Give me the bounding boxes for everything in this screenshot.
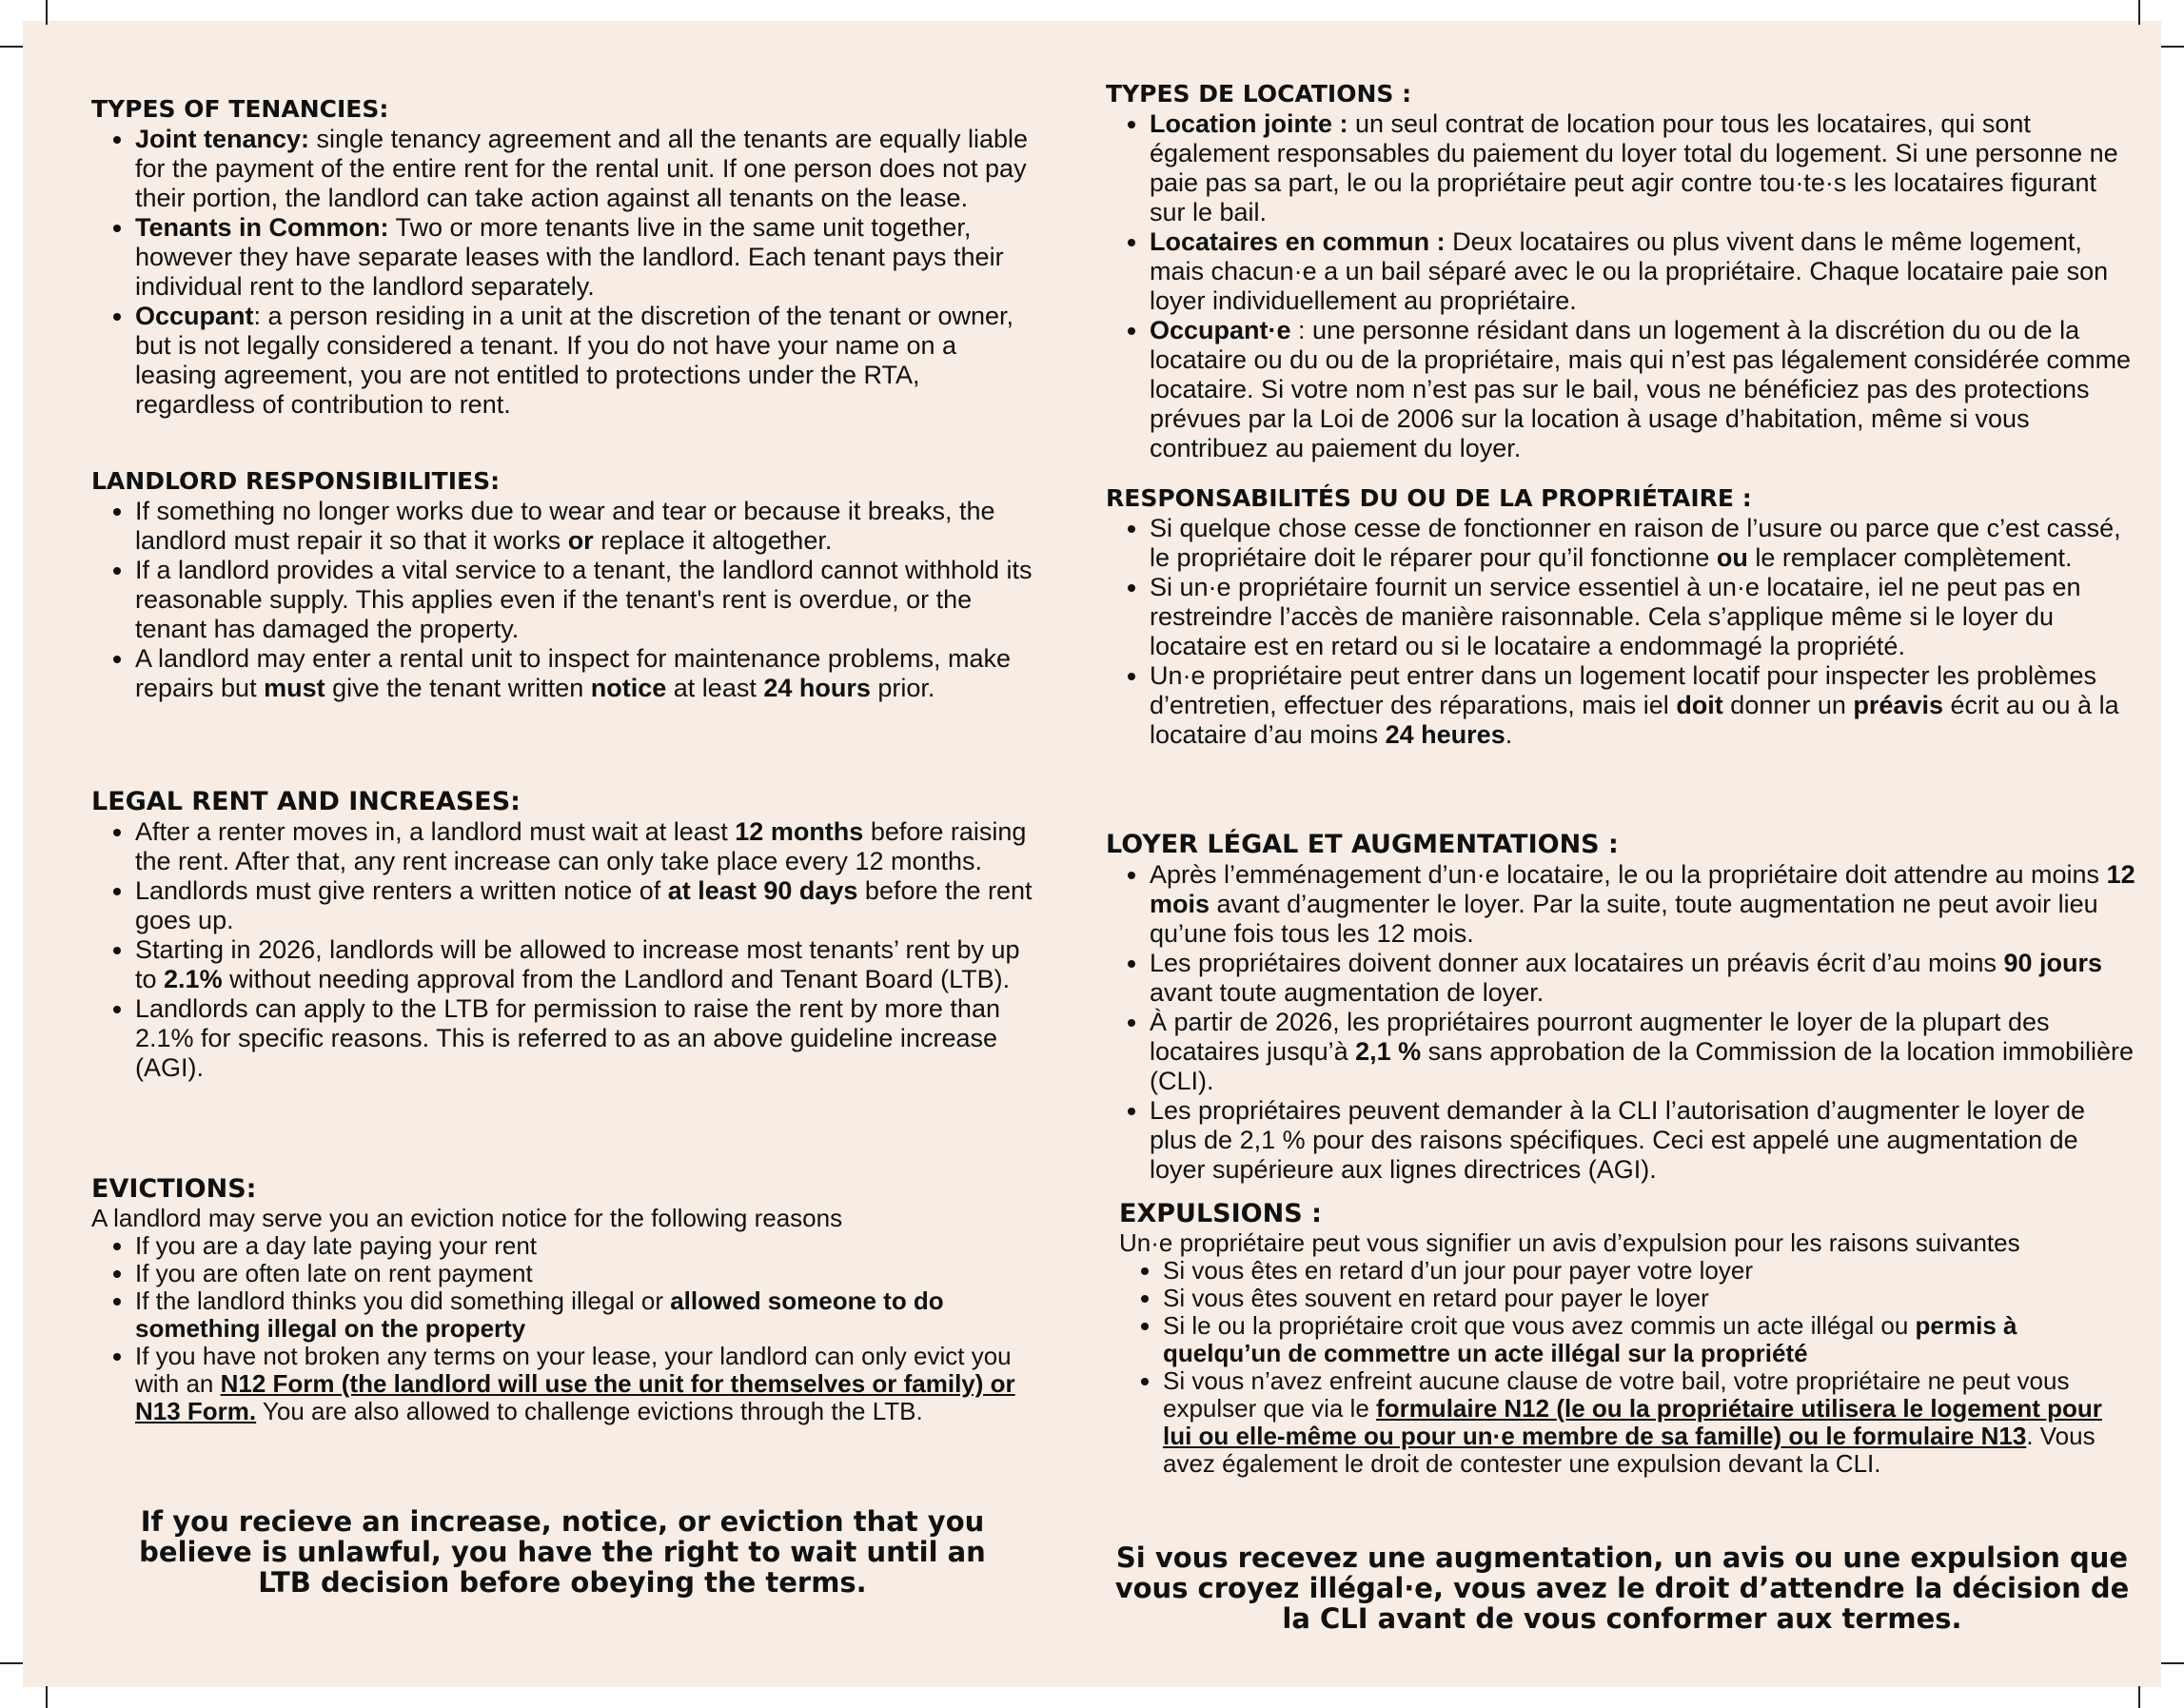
responsabilites-section bbox=[1106, 483, 2138, 750]
eviction-reasons-list bbox=[1119, 1257, 2128, 1478]
evictions-intro: A landlord may serve you an eviction notice for the following reasons bbox=[91, 1204, 843, 1232]
list-item: • Occupant: a person residing in a unit at the discretion of the tenant or owner, but is not legally considered a tenant. If you do not have your name on a leasing agreement, you are not entitled to protections under the RTA, regardless of contribution to rent. bbox=[135, 302, 1033, 420]
section-heading: TYPES OF TENANCIES: bbox=[91, 95, 389, 123]
list-item: • After a renter moves in, a landlord must wait at least 12 months before raising the rent. After that, any rent increase can only take place every 12 months. bbox=[135, 817, 1033, 876]
legal-rent-list bbox=[91, 817, 1033, 1083]
crop-mark bbox=[2138, 0, 2140, 25]
n12-n13-form-reference: N12 Form (the landlord will use the unit for themselves or family) or N13 Form. bbox=[135, 1369, 1015, 1425]
list-item: • Si quelque chose cesse de fonctionner en raison de l’usure ou parce que c’est cassé, le propriétaire doit le réparer pour qu’il fonctionne ou le remplacer complètement. bbox=[1150, 514, 2138, 573]
list-item: • If a landlord provides a vital service to a tenant, the landlord cannot withhold its reasonable supply. This applies even if the tenant's rent is overdue, or the tenant has damaged the property. bbox=[135, 556, 1033, 644]
landlord-responsibilities-list bbox=[1106, 514, 2138, 750]
types-of-tenancies-section bbox=[91, 94, 1033, 420]
tenancy-types-list bbox=[91, 125, 1033, 420]
list-item: • If you are often late on rent payment bbox=[135, 1260, 1033, 1287]
n12-n13-form-reference: formulaire N12 (le ou la propriétaire utilisera le logement pour lui ou elle-même ou pour un·e membre de sa famille) ou le formulaire N13 bbox=[1163, 1394, 2102, 1450]
rights-callout: Si vous recevez une augmentation, un avis ou une expulsion que vous croyez illégal·e, vous avez le droit d’attendre la décision de la CLI avant de vous conformer aux termes. bbox=[1114, 1541, 2130, 1635]
rights-callout: If you recieve an increase, notice, or eviction that you believe is unlawful, you have the right to wait until an LTB decision before obeying the terms. bbox=[139, 1505, 986, 1599]
eviction-reasons-list bbox=[91, 1232, 1033, 1425]
list-item: • À partir de 2026, les propriétaires pourront augmenter le loyer de la plupart des locataires jusqu’à 2,1 % sans approbation de la Commission de la location immobilière (CLI). bbox=[1150, 1008, 2138, 1096]
list-item: • If something no longer works due to wear and tear or because it breaks, the landlord must repair it so that it works or replace it altogether. bbox=[135, 497, 1033, 556]
landlord-responsibilities-list bbox=[91, 497, 1033, 703]
list-item: • Si vous êtes souvent en retard pour payer le loyer bbox=[1163, 1285, 2128, 1312]
list-item: • Si le ou la propriétaire croit que vous avez commis un acte illégal ou permis à quelqu’un de commettre un acte illégal sur la propriété bbox=[1163, 1312, 2128, 1367]
list-item: • If you are a day late paying your rent bbox=[135, 1232, 1033, 1260]
list-item: • Locataires en commun : Deux locataires ou plus vivent dans le même logement, mais chacun·e a un bail séparé avec le ou la propriétaire. Chaque locataire paie son loyer individuellement au propriétaire. bbox=[1150, 227, 2138, 316]
evictions-intro: Un·e propriétaire peut vous signifier un avis d’expulsion pour les raisons suivantes bbox=[1119, 1228, 2020, 1257]
list-item: • Les propriétaires peuvent demander à la CLI l’autorisation d’augmenter le loyer de plus de 2,1 % pour des raisons spécifiques. Ceci est appelé une augmentation de loyer supérieure aux lignes directrices (AGI). bbox=[1150, 1096, 2138, 1185]
crop-mark bbox=[0, 46, 23, 48]
section-heading: EVICTIONS: bbox=[91, 1174, 257, 1204]
loyer-legal-section bbox=[1106, 830, 2138, 1185]
list-item: • Starting in 2026, landlords will be allowed to increase most tenants’ rent by up to 2.1% without needing approval from the Landlord and Tenant Board (LTB). bbox=[135, 935, 1033, 994]
section-heading: RESPONSABILITÉS DU OU DE LA PROPRIÉTAIRE : bbox=[1106, 484, 1752, 512]
list-item: • Landlords must give renters a written notice of at least 90 days before the rent goes up. bbox=[135, 876, 1033, 935]
list-item: • If you have not broken any terms on your lease, your landlord can only evict you with an N12 Form (the landlord will use the unit for themselves or family) or N13 Form. You are also allowed to challenge evictions through the LTB. bbox=[135, 1343, 1033, 1425]
tenancy-types-list bbox=[1106, 109, 2138, 463]
crop-mark bbox=[2161, 1662, 2184, 1664]
list-item: • Si vous n’avez enfreint aucune clause de votre bail, votre propriétaire ne peut vous expulser que via le formulaire N12 (le ou la propriétaire utilisera le logement pour lui ou elle-même ou pour un·e membre de sa famille) ou le formulaire N13. Vous avez également le droit de contester une expulsion devant la CLI. bbox=[1163, 1367, 2128, 1478]
section-heading: LOYER LÉGAL ET AUGMENTATIONS : bbox=[1106, 830, 1619, 859]
section-heading: TYPES DE LOCATIONS : bbox=[1106, 80, 1412, 108]
legal-rent-list bbox=[1106, 860, 2138, 1185]
section-heading: LEGAL RENT AND INCREASES: bbox=[91, 787, 521, 816]
list-item: • Joint tenancy: single tenancy agreement and all the tenants are equally liable for the payment of the entire rent for the rental unit. If one person does not pay their portion, the landlord can take action against all tenants on the lease. bbox=[135, 125, 1033, 213]
evictions-section bbox=[91, 1174, 1033, 1425]
list-item: • Si un·e propriétaire fournit un service essentiel à un·e locataire, iel ne peut pas en restreindre l’accès de manière raisonnable. Cela s’applique même si le loyer du locataire est en retard ou si le locataire a endommagé la propriété. bbox=[1150, 573, 2138, 661]
list-item: • A landlord may enter a rental unit to inspect for maintenance problems, make repairs but must give the tenant written notice at least 24 hours prior. bbox=[135, 644, 1033, 703]
crop-mark bbox=[2161, 46, 2184, 48]
list-item: • Tenants in Common: Two or more tenants live in the same unit together, however they have separate leases with the landlord. Each tenant pays their individual rent to the landlord separately. bbox=[135, 213, 1033, 302]
list-item: • Si vous êtes en retard d’un jour pour payer votre loyer bbox=[1163, 1257, 2128, 1285]
expulsions-section bbox=[1119, 1199, 2128, 1478]
types-de-locations-section bbox=[1106, 79, 2138, 463]
list-item: • Occupant·e : une personne résidant dans un logement à la discrétion du ou de la locataire ou du ou de la propriétaire, mais qui n’est pas légalement considérée comme locataire. Si votre nom n’est pas sur le bail, vous ne bénéficiez pas des protections prévues par la Loi de 2006 sur la location à usage d’habitation, même si vous contribuez au paiement du loyer. bbox=[1150, 316, 2138, 463]
crop-mark bbox=[46, 0, 48, 25]
list-item: • Les propriétaires doivent donner aux locataires un préavis écrit d’au moins 90 jours avant toute augmentation de loyer. bbox=[1150, 949, 2138, 1008]
legal-rent-section bbox=[91, 787, 1033, 1083]
crop-mark bbox=[0, 1662, 23, 1664]
list-item: • Après l’emménagement d’un·e locataire, le ou la propriétaire doit attendre au moins 12 mois avant d’augmenter le loyer. Par la suite, toute augmentation ne peut avoir lieu qu’une fois tous les 12 mois. bbox=[1150, 860, 2138, 949]
crop-mark bbox=[46, 1686, 48, 1708]
list-item: • Location jointe : un seul contrat de location pour tous les locataires, qui sont également responsables du paiement du loyer total du logement. Si une personne ne paie pas sa part, le ou la propriétaire peut agir contre tou·te·s les locataires figurant sur le bail. bbox=[1150, 109, 2138, 227]
landlord-responsibilities-section bbox=[91, 466, 1033, 703]
list-item: • Un·e propriétaire peut entrer dans un logement locatif pour inspecter les problèmes d’entretien, effectuer des réparations, mais iel doit donner un préavis écrit au ou à la locataire d’au moins 24 heures. bbox=[1150, 661, 2138, 750]
section-heading: LANDLORD RESPONSIBILITIES: bbox=[91, 467, 501, 495]
crop-mark bbox=[2138, 1686, 2140, 1708]
list-item: • Landlords can apply to the LTB for permission to raise the rent by more than 2.1% for specific reasons. This is referred to as an above guideline increase (AGI). bbox=[135, 994, 1033, 1083]
list-item: • If the landlord thinks you did something illegal or allowed someone to do something illegal on the property bbox=[135, 1287, 1033, 1343]
section-heading: EXPULSIONS : bbox=[1119, 1199, 1322, 1228]
